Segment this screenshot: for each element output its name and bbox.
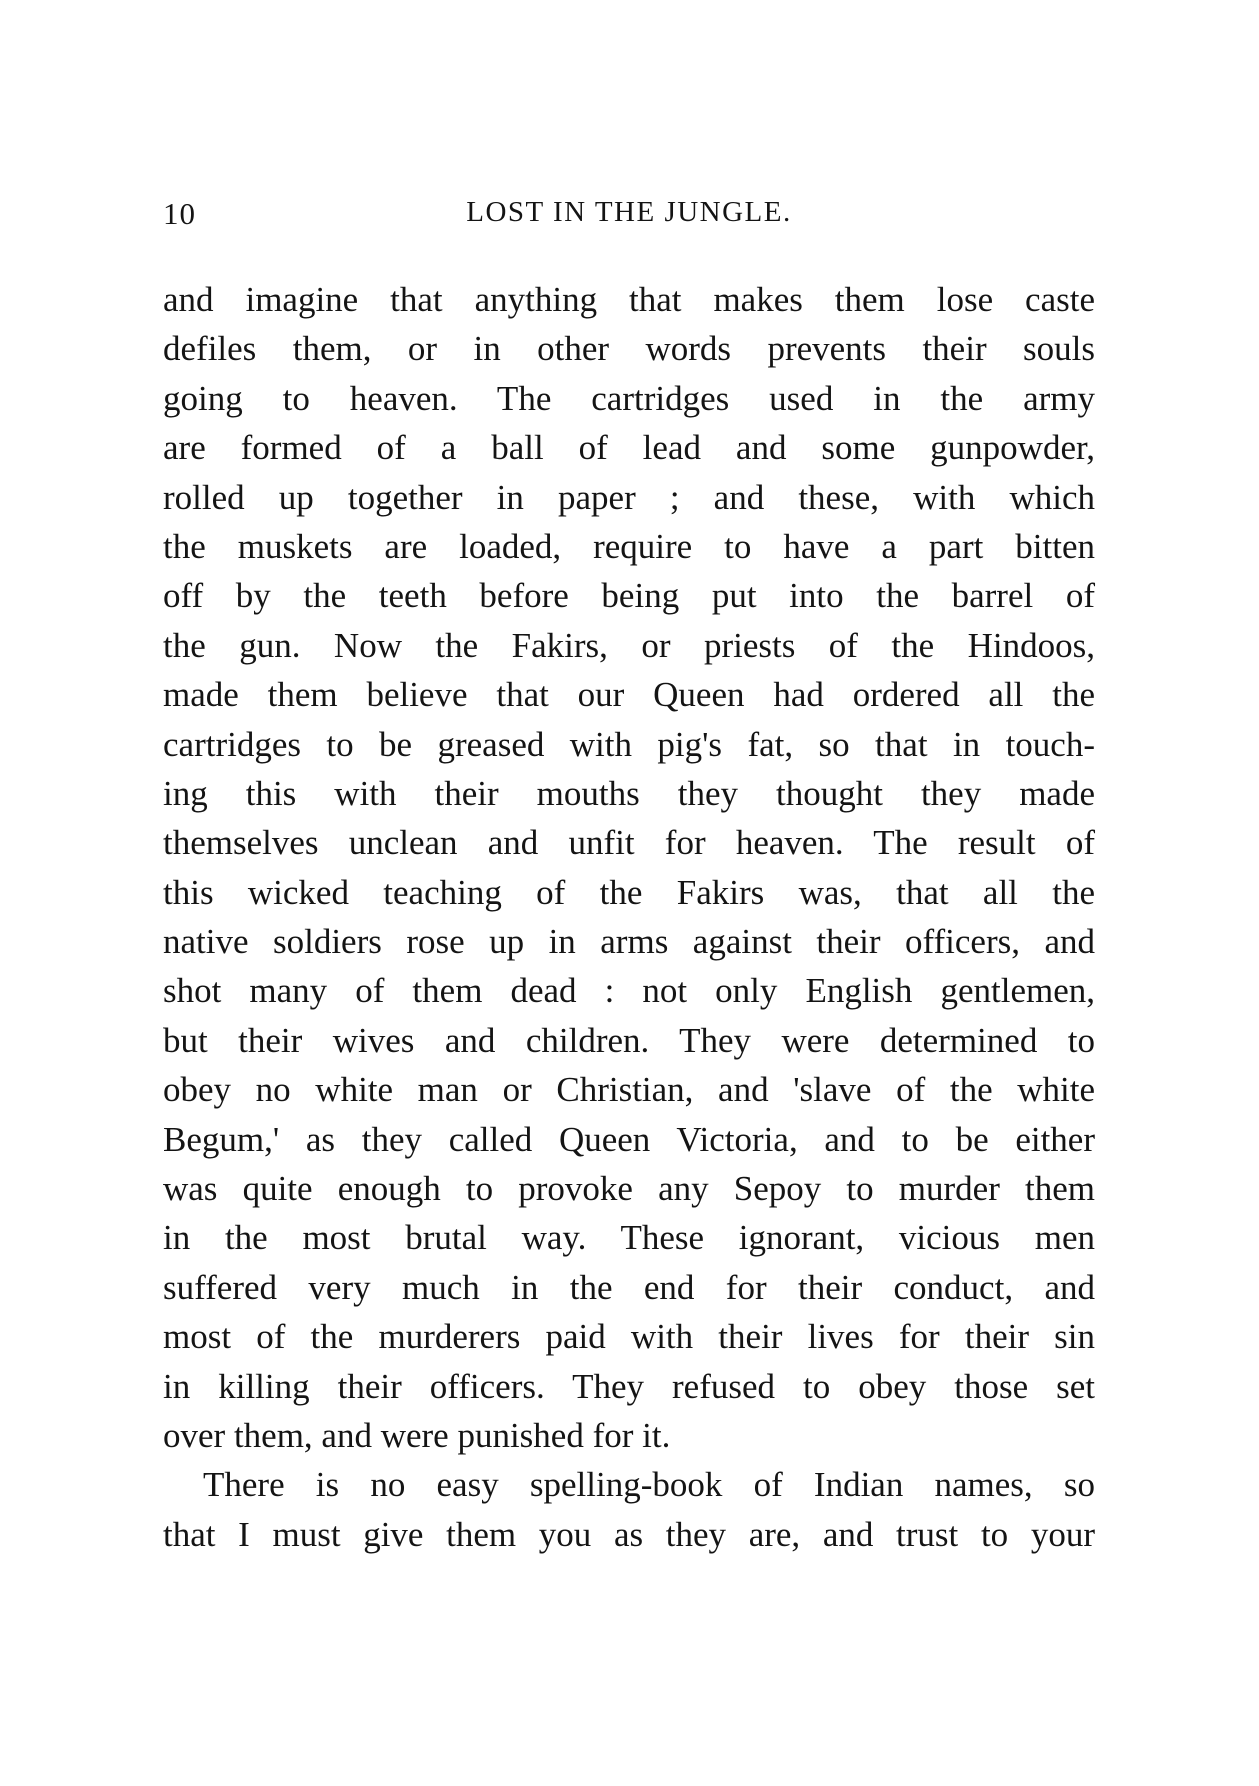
paragraph-start-line: There is no easy spelling-book of Indian names, so bbox=[203, 1465, 1095, 1505]
text-line: the gun. Now the Fakirs, or priests of the Hindoos, bbox=[163, 625, 1095, 665]
text-line: are formed of a ball of lead and some gunpowder, bbox=[163, 428, 1095, 468]
text-line: the muskets are loaded, require to have a part bitten bbox=[163, 526, 1095, 566]
text-line: that I must give them you as they are, and trust to your bbox=[163, 1514, 1095, 1554]
text-line: Begum,' as they called Queen Victoria, and to be either bbox=[163, 1119, 1095, 1159]
text-line: suffered very much in the end for their conduct, and bbox=[163, 1267, 1095, 1307]
text-line: and imagine that anything that makes them lose caste bbox=[163, 280, 1095, 319]
text-line: native soldiers rose up in arms against their officers, and bbox=[163, 922, 1095, 962]
text-line: but their wives and children. They were determined to bbox=[163, 1020, 1095, 1060]
text-line: off by the teeth before being put into the barrel of bbox=[163, 576, 1095, 616]
text-line: defiles them, or in other words prevents their souls bbox=[163, 329, 1095, 369]
running-title: LOST IN THE JUNGLE. bbox=[466, 196, 792, 228]
text-line: rolled up together in paper ; and these, with which bbox=[163, 477, 1095, 517]
text-line: was quite enough to provoke any Sepoy to murder them bbox=[163, 1169, 1095, 1209]
text-line: obey no white man or Christian, and 'slave of the white bbox=[163, 1070, 1095, 1110]
text-line: most of the murderers paid with their lives for their sin bbox=[163, 1317, 1095, 1357]
paragraph-end-line: over them, and were punished for it. bbox=[163, 1415, 671, 1455]
text-line: cartridges to be greased with pig's fat, so that in touch- bbox=[163, 724, 1095, 764]
text-line: ing this with their mouths they thought they made bbox=[163, 773, 1095, 813]
page-header bbox=[163, 196, 1095, 240]
text-line: in killing their officers. They refused to obey those set bbox=[163, 1366, 1095, 1406]
body-text bbox=[163, 275, 1095, 1559]
text-line: made them believe that our Queen had ordered all the bbox=[163, 675, 1095, 715]
text-line: themselves unclean and unfit for heaven. The result of bbox=[163, 823, 1095, 863]
page-number: 10 bbox=[163, 196, 196, 231]
text-line: this wicked teaching of the Fakirs was, that all the bbox=[163, 872, 1095, 912]
text-line: going to heaven. The cartridges used in the army bbox=[163, 378, 1095, 418]
text-line: in the most brutal way. These ignorant, vicious men bbox=[163, 1218, 1095, 1258]
text-line: shot many of them dead : not only English gentlemen, bbox=[163, 971, 1095, 1011]
